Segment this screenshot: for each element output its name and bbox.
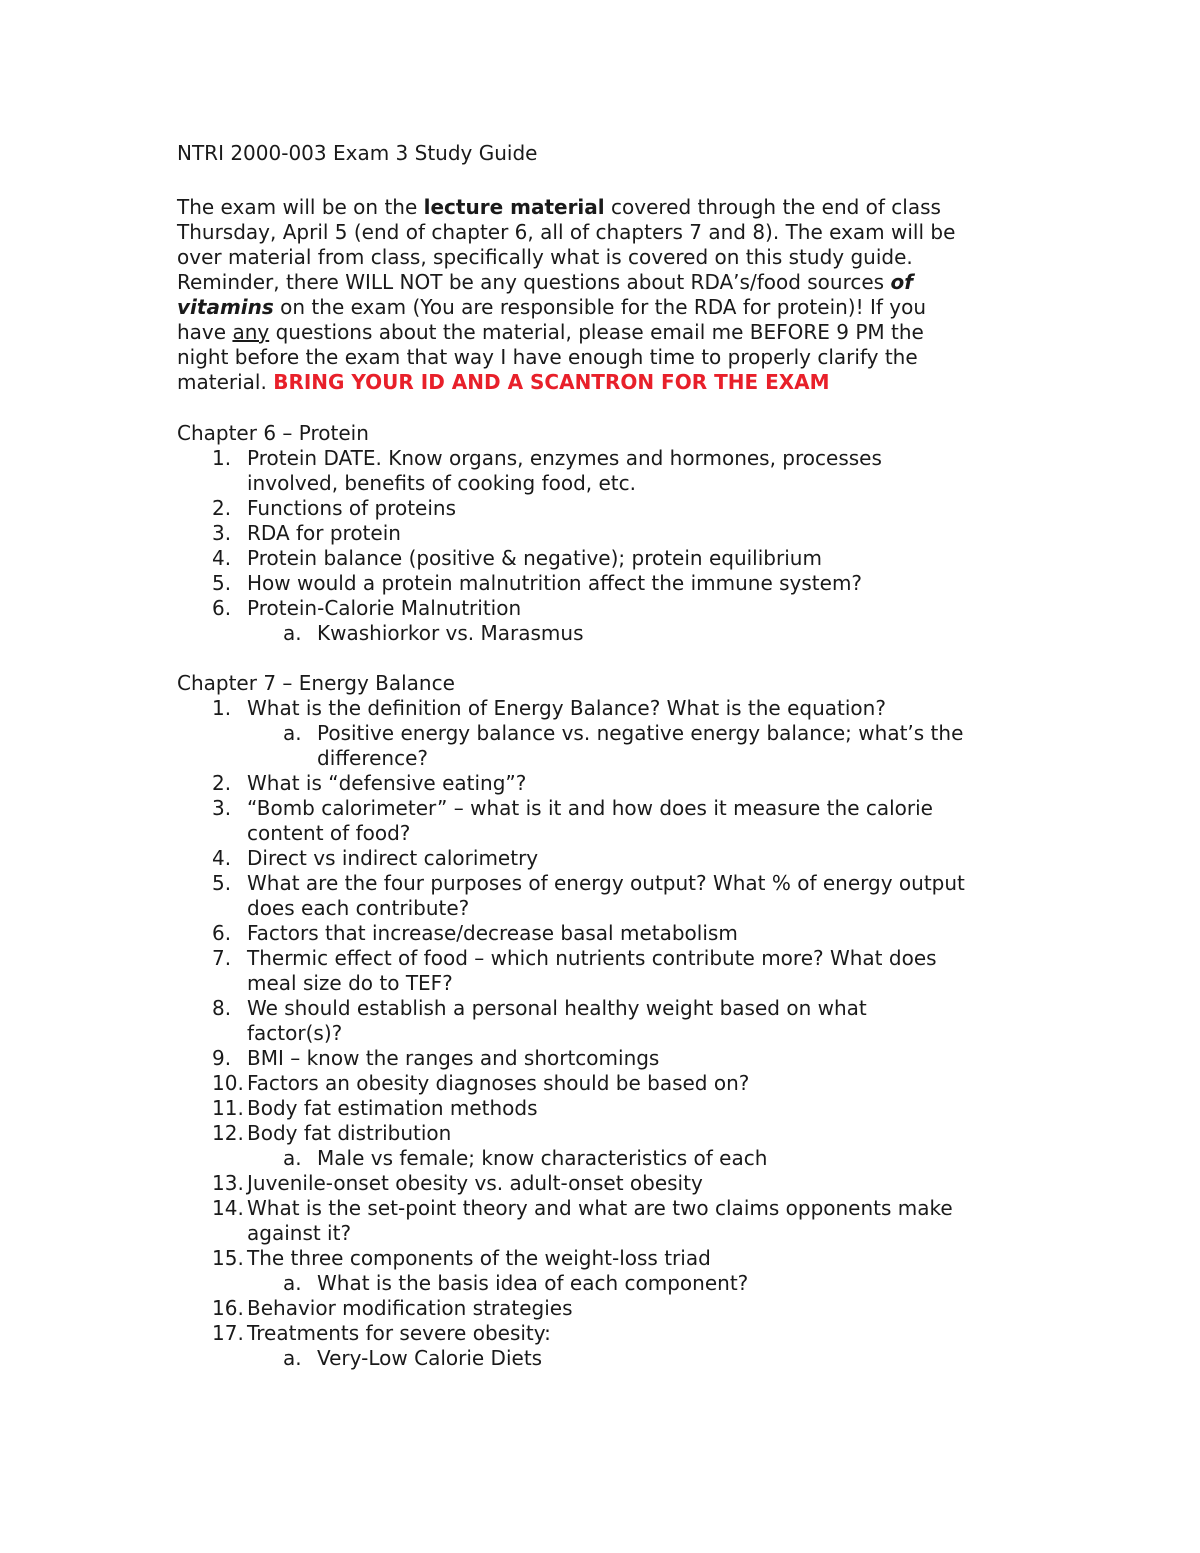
list-item (177, 546, 1037, 571)
intro-line-2: Thursday, April 5 (end of chapter 6, all of chapters 7 and 8). The exam will be (177, 220, 956, 244)
list-number: 17. (212, 1321, 244, 1345)
list-text: content of food? (247, 821, 411, 845)
intro-underline-any: any (232, 320, 270, 344)
list-text: We should establish a personal healthy weight based on what (247, 996, 867, 1020)
intro-text: on the exam (You are responsible for the RDA for protein)! If you (273, 295, 927, 319)
sub-list-text: Positive energy balance vs. negative energy balance; what’s the (317, 721, 964, 745)
list-number: 2. (212, 771, 232, 795)
list-number: 8. (212, 996, 232, 1020)
list-text: BMI – know the ranges and shortcomings (247, 1046, 660, 1070)
sub-list-item (177, 1271, 1037, 1296)
intro-line-8 (177, 370, 1037, 395)
list-item (177, 1246, 1037, 1271)
intro-line-7: night before the exam that way I have enough time to properly clarify the (177, 345, 918, 369)
list-number: 4. (212, 846, 232, 870)
list-text: Protein-Calorie Malnutrition (247, 596, 522, 620)
sub-list-item (177, 621, 1037, 646)
intro-text: have (177, 320, 233, 344)
intro-line-1 (177, 195, 1037, 220)
list-item (177, 921, 1037, 946)
intro-line-3: over material from class, specifically what is covered on this study guide. (177, 245, 913, 269)
intro-text: covered through the end of class (604, 195, 941, 219)
intro-line-6 (177, 320, 1037, 345)
list-text: Factors an obesity diagnoses should be based on? (247, 1071, 750, 1095)
list-item (177, 496, 1037, 521)
list-text: What is “defensive eating”? (247, 771, 527, 795)
sub-list-text: Very-Low Calorie Diets (317, 1346, 543, 1370)
chapter-6-heading: Chapter 6 – Protein (177, 421, 369, 445)
list-number: 5. (212, 871, 232, 895)
list-number: 3. (212, 521, 232, 545)
list-item (177, 1321, 1037, 1346)
list-number: 6. (212, 921, 232, 945)
sub-list-item (177, 1146, 1037, 1171)
list-item (177, 1096, 1037, 1121)
list-number: 12. (212, 1121, 244, 1145)
intro-paragraph (177, 195, 1037, 395)
list-text: How would a protein malnutrition affect the immune system? (247, 571, 863, 595)
sub-list-letter: a. (283, 621, 302, 645)
list-number: 15. (212, 1246, 244, 1270)
list-number: 5. (212, 571, 232, 595)
list-number: 14. (212, 1196, 244, 1220)
list-number: 3. (212, 796, 232, 820)
list-number: 1. (212, 696, 232, 720)
document-page (177, 141, 1037, 1396)
list-number: 9. (212, 1046, 232, 1070)
list-number: 16. (212, 1296, 244, 1320)
list-text: against it? (247, 1221, 352, 1245)
list-item (177, 1196, 1037, 1246)
list-number: 10. (212, 1071, 244, 1095)
sub-list-item (177, 1346, 1037, 1371)
list-item (177, 1296, 1037, 1321)
intro-text: questions about the material, please email me BEFORE 9 PM the (269, 320, 924, 344)
intro-text: Reminder, there WILL NOT be any questions about RDA’s/food sources (177, 270, 891, 294)
list-text: What are the four purposes of energy output? What % of energy output (247, 871, 965, 895)
intro-bolditalic-of: of (890, 270, 913, 294)
intro-text: material. (177, 370, 274, 394)
list-text: Protein balance (positive & negative); protein equilibrium (247, 546, 822, 570)
sub-list-letter: a. (283, 1346, 302, 1370)
list-item (177, 596, 1037, 621)
list-number: 4. (212, 546, 232, 570)
list-text: Thermic effect of food – which nutrients contribute more? What does (247, 946, 937, 970)
list-text: involved, benefits of cooking food, etc. (247, 471, 637, 495)
sub-list-text: Male vs female; know characteristics of each (317, 1146, 768, 1170)
list-item (177, 1071, 1037, 1096)
list-text: Behavior modification strategies (247, 1296, 573, 1320)
list-text: Treatments for severe obesity: (247, 1321, 551, 1345)
intro-line-5 (177, 295, 1037, 320)
sub-list-text: difference? (317, 746, 429, 770)
list-text: Factors that increase/decrease basal metabolism (247, 921, 738, 945)
sub-list-letter: a. (283, 721, 302, 745)
sub-list-item (177, 721, 1037, 771)
list-text: Juvenile-onset obesity vs. adult-onset obesity (247, 1171, 703, 1195)
list-text: Protein DATE. Know organs, enzymes and hormones, processes (247, 446, 882, 470)
intro-red-reminder: BRING YOUR ID AND A SCANTRON FOR THE EXAM (273, 370, 830, 394)
list-text: What is the definition of Energy Balance? What is the equation? (247, 696, 886, 720)
chapter-7-section (177, 671, 1037, 1371)
list-number: 2. (212, 496, 232, 520)
list-text: Body fat distribution (247, 1121, 452, 1145)
list-text: factor(s)? (247, 1021, 343, 1045)
list-text: “Bomb calorimeter” – what is it and how does it measure the calorie (247, 796, 933, 820)
list-number: 1. (212, 446, 232, 470)
list-text: Body fat estimation methods (247, 1096, 538, 1120)
intro-text: The exam will be on the (177, 195, 424, 219)
list-number: 13. (212, 1171, 244, 1195)
list-item (177, 571, 1037, 596)
list-text: Functions of proteins (247, 496, 456, 520)
list-item (177, 846, 1037, 871)
document-title: NTRI 2000-003 Exam 3 Study Guide (177, 141, 538, 165)
list-item (177, 446, 1037, 496)
chapter-6-section (177, 421, 1037, 646)
list-text: What is the set-point theory and what are two claims opponents make (247, 1196, 953, 1220)
list-item (177, 771, 1037, 796)
list-text: The three components of the weight-loss triad (247, 1246, 711, 1270)
intro-bolditalic-vitamins: vitamins (177, 295, 274, 319)
sub-list-text: What is the basis idea of each component? (317, 1271, 749, 1295)
intro-bold-lecture-material: lecture material (423, 195, 605, 219)
list-text: RDA for protein (247, 521, 401, 545)
list-number: 11. (212, 1096, 244, 1120)
sub-list-letter: a. (283, 1271, 302, 1295)
chapter-7-heading: Chapter 7 – Energy Balance (177, 671, 455, 695)
list-item (177, 696, 1037, 721)
list-text: Direct vs indirect calorimetry (247, 846, 539, 870)
list-item (177, 796, 1037, 846)
list-item (177, 1171, 1037, 1196)
list-text: meal size do to TEF? (247, 971, 453, 995)
list-number: 7. (212, 946, 232, 970)
list-item (177, 871, 1037, 921)
sub-list-letter: a. (283, 1146, 302, 1170)
sub-list-text: Kwashiorkor vs. Marasmus (317, 621, 584, 645)
list-item (177, 996, 1037, 1046)
list-item (177, 521, 1037, 546)
intro-line-4 (177, 270, 1037, 295)
list-text: does each contribute? (247, 896, 470, 920)
list-item (177, 1046, 1037, 1071)
list-item (177, 1121, 1037, 1146)
list-number: 6. (212, 596, 232, 620)
list-item (177, 946, 1037, 996)
